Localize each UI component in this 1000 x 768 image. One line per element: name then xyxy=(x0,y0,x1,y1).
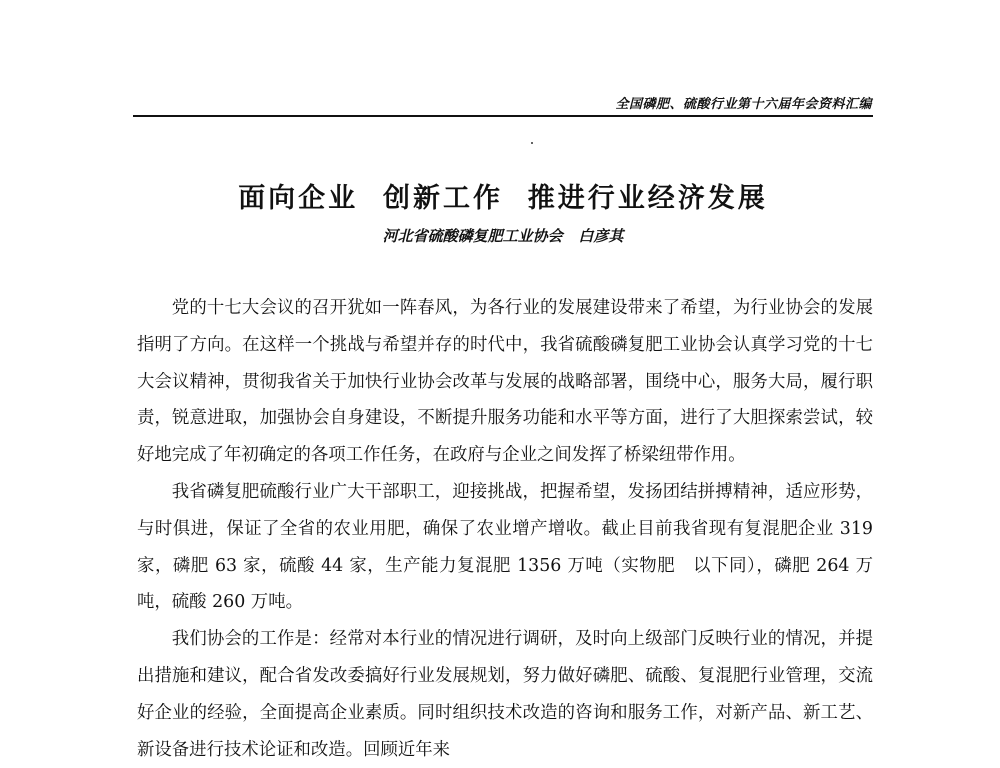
running-header: 全国磷肥、硫酸行业第十六届年会资料汇编 xyxy=(615,97,872,112)
article-title: 面向企业 创新工作 推进行业经济发展 xyxy=(238,183,768,214)
article-body xyxy=(137,290,873,768)
paragraph-3: 我们协会的工作是：经常对本行业的情况进行调研，及时向上级部门反映行业的情况，并提出措施和建议，配合省发改委搞好行业发展规划，努力做好磷肥、硫酸、复混肥行业管理，交流好企业的经验，全面提高企业素质。同时组织技术改造的咨询和服务工作，对新产品、新工艺、新设备进行技术论证和改造。回顾近年来 xyxy=(137,629,873,760)
paragraph-2: 我省磷复肥硫酸行业广大干部职工，迎接挑战，把握希望，发扬团结拼搏精神，适应形势，与时俱进，保证了全省的农业用肥，确保了农业增产增收。截止目前我省现有复混肥企业 319 家，磷肥 63 家，硫酸 44 家，生产能力复混肥 1356 万吨（实物肥 以下同），磷肥 264 万吨，硫酸 260 万吨。 xyxy=(137,481,873,613)
header-rule xyxy=(133,115,873,117)
article-byline: 河北省硫酸磷复肥工业协会 白彦其 xyxy=(382,227,624,245)
scan-speck xyxy=(531,142,533,144)
paragraph-1: 党的十七大会议的召开犹如一阵春风，为各行业的发展建设带来了希望，为行业协会的发展指明了方向。在这样一个挑战与希望并存的时代中，我省硫酸磷复肥工业协会认真学习党的十七大会议精神，贯彻我省关于加快行业协会改革与发展的战略部署，围绕中心，服务大局，履行职责，锐意进取，加强协会自身建设，不断提升服务功能和水平等方面，进行了大胆探索尝试，较好地完成了年初确定的各项工作任务，在政府与企业之间发挥了桥梁纽带作用。 xyxy=(137,298,873,466)
